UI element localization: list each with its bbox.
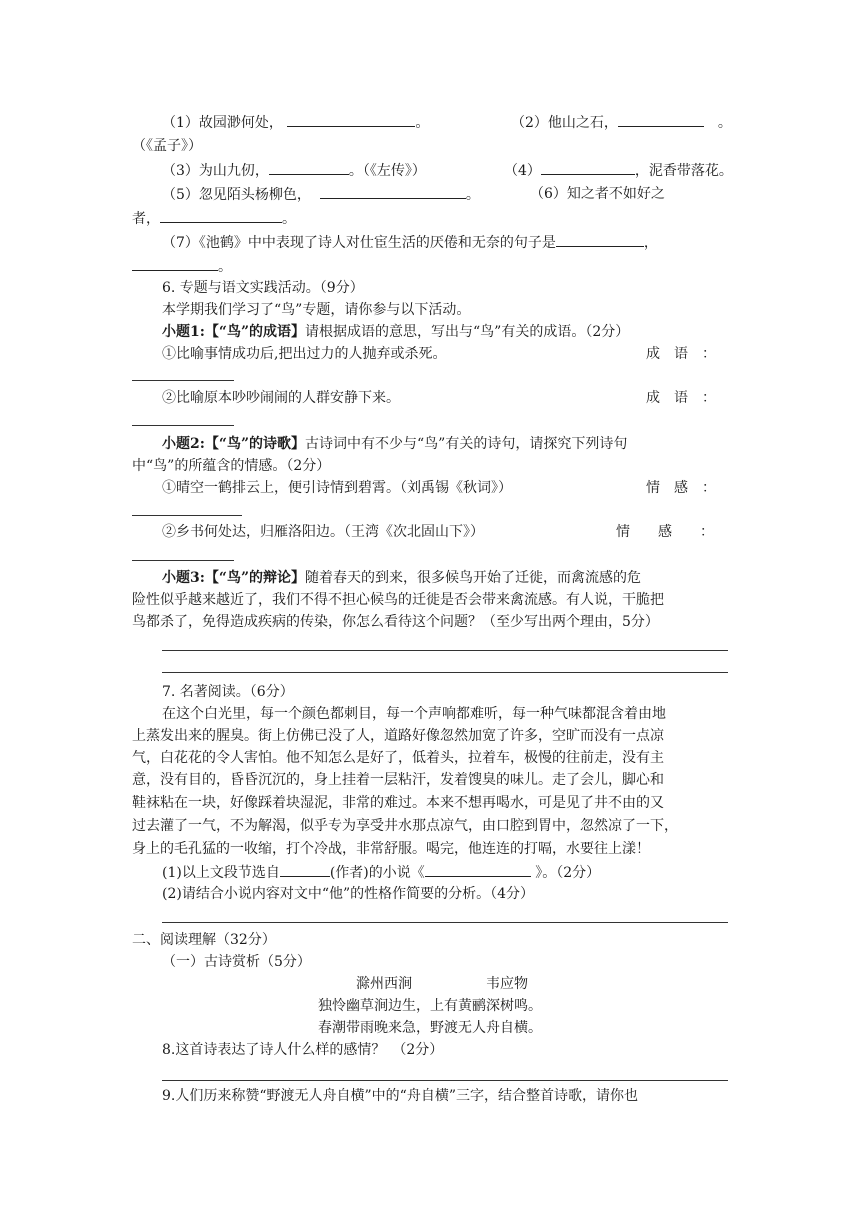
q5-line3-right bbox=[504, 160, 733, 181]
q5-blank-5[interactable] bbox=[320, 184, 466, 199]
q6-answer-line-3[interactable] bbox=[132, 515, 242, 516]
q7-para-line: 上蒸发出来的腥臭。街上仿佛已没了人，道路好像忽然加宽了许多，空旷而没有一点凉 bbox=[132, 728, 664, 744]
q6-intro: 本学期我们学习了“鸟”专题，请你参与以下活动。 bbox=[162, 302, 471, 318]
q5-blank-7[interactable] bbox=[556, 232, 644, 247]
q7-blank-author[interactable] bbox=[280, 862, 330, 877]
section2-subtitle: （一）古诗赏析（5分） bbox=[162, 954, 311, 970]
q7-para-line: 气，白花花的令人害怕。他不知怎么是好了，低着头，拉着车，极慢的往前走，没有主 bbox=[132, 750, 664, 766]
q6-answer-line-4[interactable] bbox=[132, 560, 234, 561]
q5-blank-2[interactable] bbox=[618, 112, 704, 127]
q6-sub1-label: 小题1:【“鸟”的成语】 bbox=[162, 324, 306, 340]
section2-title: 二、阅读理解（32分） bbox=[132, 932, 276, 948]
q6-answer-line-6[interactable] bbox=[162, 672, 728, 673]
q6-answer-line-1[interactable] bbox=[132, 380, 234, 381]
q5-line2: （《孟子》） bbox=[132, 138, 202, 154]
q7-sub1 bbox=[162, 862, 600, 883]
q5-blank-4[interactable] bbox=[541, 160, 635, 175]
poem-line-2: 春潮带雨晚来急，野渡无人舟自横。 bbox=[318, 1020, 542, 1036]
q6-sub2-item2: ②乡书何处达，归雁洛阳边。（王湾《次北固山下》） bbox=[162, 524, 484, 540]
q7-blank-title[interactable] bbox=[425, 862, 531, 877]
q5-line5 bbox=[132, 208, 296, 229]
q5-l3-d: ，泥香带落花。 bbox=[634, 163, 733, 179]
poem-line-1: 独怜幽草涧边生，上有黄鹂深树鸣。 bbox=[318, 998, 542, 1014]
q5-l1-b: 。 bbox=[415, 115, 430, 131]
q5-l3-c: （4） bbox=[504, 163, 541, 179]
q6-sub2-text: 古诗词中有不少与“鸟”有关的诗句，请探究下列诗句 bbox=[305, 436, 628, 452]
q6-answer-line-2[interactable] bbox=[132, 425, 234, 426]
q5-l1-d: 。 bbox=[717, 115, 732, 131]
q7-para-line: 鞋袜粘在一块，好像踩着块湿泥，非常的难过。本来不想再喝水，可是见了井不由的又 bbox=[132, 795, 664, 811]
q5-l3-a: （3）为山九仞， bbox=[162, 163, 269, 179]
q8-text: 8.这首诗表达了诗人什么样的感情？ （2分） bbox=[162, 1042, 444, 1058]
q5-l3-b: 。（《左传》） bbox=[348, 163, 426, 179]
q6-answer-line-5[interactable] bbox=[162, 650, 728, 651]
q6-sub3-text2: 险性似乎越来越近了，我们不得不担心候鸟的迁徙是否会带来禽流感。有人说，干脆把 bbox=[132, 592, 664, 608]
q6-sub3 bbox=[162, 568, 641, 588]
q6-sub2-label: 小题2:【“鸟”的诗歌】 bbox=[162, 436, 306, 452]
q5-line4-right: （6）知之者不如好之 bbox=[530, 186, 665, 202]
q6-sub1-item2: ②比喻原本吵吵闹闹的人群安静下来。 bbox=[162, 390, 400, 406]
q6-sub3-label: 小题3:【“鸟”的辩论】 bbox=[162, 570, 306, 586]
q7-para-line: 身上的毛孔猛的一收缩，打个冷战，非常舒服。喝完，他连连的打嗝，水要往上漾！ bbox=[132, 841, 650, 857]
q9-text: 9.人们历来称赞“野渡无人舟自横”中的“舟自横”三字，结合整首诗歌，请你也 bbox=[162, 1088, 638, 1104]
q7-sub1-b: (作者)的小说《 bbox=[329, 865, 425, 881]
q5-l1-a: （1）故园渺何处， bbox=[162, 115, 283, 131]
q8-answer-line[interactable] bbox=[162, 1080, 728, 1081]
q5-line1 bbox=[162, 112, 429, 133]
q5-l4-a: （5）忽见陌头杨柳色， bbox=[162, 187, 311, 203]
q5-blank-1[interactable] bbox=[287, 112, 415, 127]
q7-title: 7. 名著阅读。（6分） bbox=[162, 684, 294, 700]
q7-para-line: 在这个白光里，每一个颜色都刺目，每一个声响都难听，每一种气味都混含着由地 bbox=[162, 706, 666, 722]
q5-l5-a: 者， bbox=[132, 211, 160, 227]
q5-blank-8[interactable] bbox=[132, 256, 218, 271]
q5-line4 bbox=[162, 184, 480, 205]
q5-l4-b: 。 bbox=[465, 187, 480, 203]
q5-blank-6[interactable] bbox=[160, 208, 282, 223]
q6-chengyu-label-1: 成 语 ： bbox=[646, 346, 716, 362]
q5-line7 bbox=[132, 256, 232, 277]
q7-sub1-c: 》。（2分） bbox=[535, 865, 601, 881]
q7-answer-line[interactable] bbox=[162, 922, 728, 923]
q6-sub1-item1: ①比喻事情成功后,把出过力的人抛弃或杀死。 bbox=[162, 346, 447, 362]
q6-qinggan-label-1: 情 感 ： bbox=[646, 480, 716, 496]
poem-title: 滁州西涧 bbox=[356, 976, 412, 992]
q5-line6 bbox=[162, 232, 658, 253]
q5-line1-right bbox=[511, 112, 732, 133]
q5-line3 bbox=[162, 160, 426, 181]
q7-sub1-a: (1)以上文段节选自 bbox=[162, 865, 280, 881]
q5-l6-a: （7）《池鹤》中中表现了诗人对仕宦生活的厌倦和无奈的句子是 bbox=[162, 235, 556, 251]
q6-sub3-text3: 鸟都杀了，免得造成疾病的传染，你怎么看待这个问题？（至少写出两个理由，5分） bbox=[132, 614, 659, 630]
q5-blank-3[interactable] bbox=[269, 160, 349, 175]
q5-l1-c: （2）他山之石， bbox=[511, 115, 618, 131]
q6-sub1-text: 请根据成语的意思，写出与“鸟”有关的成语。（2分） bbox=[305, 324, 630, 340]
q7-para-line: 意，没有目的，昏昏沉沉的，身上挂着一层粘汗，发着馊臭的味儿。走了会儿，脚心和 bbox=[132, 772, 664, 788]
q7-sub2: (2)请结合小说内容对文中“他”的性格作简要的分析。（4分） bbox=[162, 886, 535, 902]
q6-sub2 bbox=[162, 434, 627, 454]
poem-author: 韦应物 bbox=[486, 976, 528, 992]
q6-qinggan-label-2: 情 感 ： bbox=[616, 524, 714, 540]
q6-sub3-text: 随着春天的到来，很多候鸟开始了迁徙，而禽流感的危 bbox=[305, 570, 642, 586]
q5-l5-b: 。 bbox=[282, 211, 296, 227]
q6-sub1 bbox=[162, 322, 629, 342]
q6-sub2-text2: 中“鸟”的所蕴含的情感。（2分） bbox=[132, 458, 331, 474]
q6-chengyu-label-2: 成 语 ： bbox=[646, 390, 716, 406]
q7-para-line: 过去灌了一气，不为解渴，似乎专为享受井水那点凉气，由口腔到胃中，忽然凉了一下， bbox=[132, 818, 678, 834]
q5-l6-b: ， bbox=[643, 235, 658, 251]
q6-title: 6. 专题与语文实践活动。（9分） bbox=[162, 280, 364, 296]
q5-l7: 。 bbox=[218, 259, 232, 275]
q6-sub2-item1: ①晴空一鹤排云上，便引诗情到碧霄。（刘禹锡《秋词》） bbox=[162, 480, 512, 496]
